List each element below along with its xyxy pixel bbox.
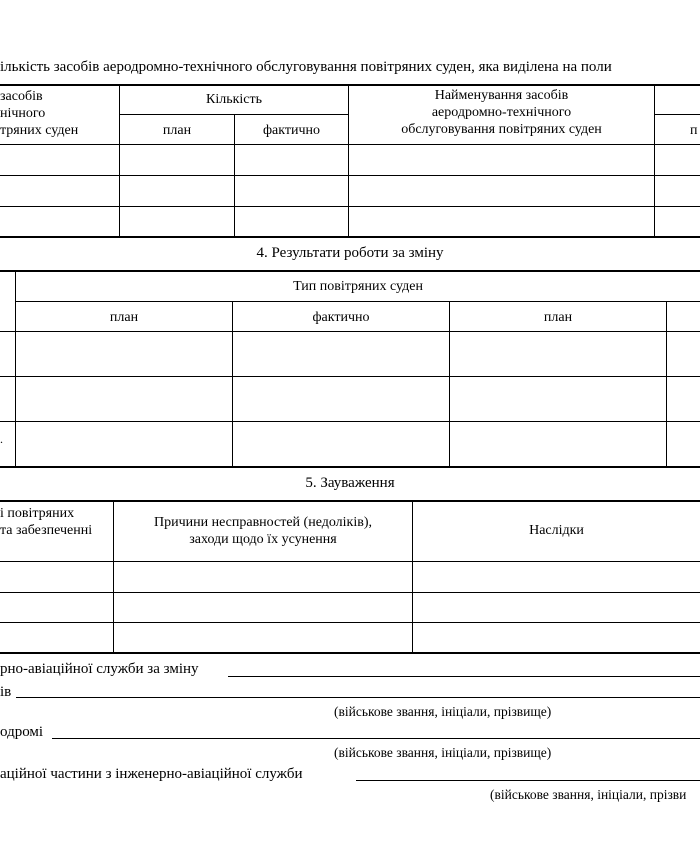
s4-aircraft-type-header: Тип повітряних суден	[293, 279, 423, 294]
s5-consequences-header: Наслідки	[529, 523, 584, 538]
footer-line-2-blank	[16, 697, 700, 698]
s5-aircraft-header: і повітряних та забезпеченні	[0, 506, 93, 538]
s3-right-plan-header: п	[690, 123, 698, 138]
s3-quantity-header: Кількість	[205, 92, 262, 107]
s4-plan-header: план	[109, 310, 139, 325]
footer-line-1-blank	[228, 676, 700, 677]
s4-actual-header: фактично	[312, 310, 370, 325]
footer-line-1-label: рно-авіаційної служби за зміну	[0, 661, 199, 677]
s3-name-header: Найменування засобів аеродромно-технічного обслуговування повітряних суден	[401, 88, 602, 137]
footer-hint-1: (військове звання, ініціали, прізвище)	[334, 704, 552, 719]
s4-row-mark: .	[0, 432, 3, 446]
footer-line-2-label: ів	[0, 684, 12, 700]
s4-plan-header-2: план	[543, 310, 573, 325]
footer-line-4-blank	[356, 780, 700, 781]
s3-actual-header: фактично	[262, 123, 321, 138]
footer-hint-2: (військове звання, ініціали, прізвище)	[334, 745, 552, 760]
section-5-title: 5. Зауваження	[305, 475, 395, 491]
s3-plan-header: план	[162, 123, 192, 138]
section-3-title: ількість засобів аеродромно-технічного обслуговування повітряних суден, яка виділена на поли	[0, 59, 612, 75]
s3-col-vehicle-header: засобів нічного тряних суден	[0, 89, 79, 138]
footer-line-4-label: аційної частини з інженерно-авіаційної служби	[0, 766, 303, 782]
footer-hint-3: (військове звання, ініціали, прізви	[490, 787, 687, 802]
s5-causes-header: Причини несправностей (недоліків), заходи щодо їх усунення	[153, 515, 373, 547]
footer-line-3-label: одромі	[0, 724, 44, 740]
footer-line-3-blank	[52, 738, 700, 739]
section-4-title: 4. Результати роботи за зміну	[256, 245, 444, 261]
